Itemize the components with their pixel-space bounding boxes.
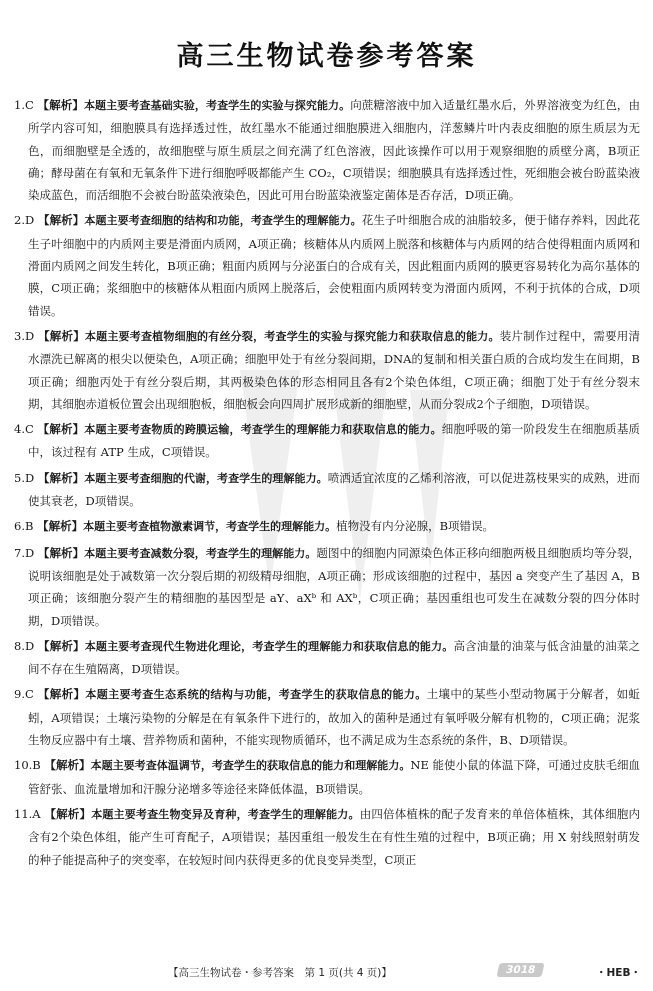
analysis-tag: 【解析】 — [37, 422, 85, 437]
answer-focus: 本题主要考查细胞的代谢，考查学生的理解能力。 — [84, 471, 328, 485]
answer-text: 喷洒适宜浓度的乙烯利溶液，可以促进荔枝果实的成熟，进而使其衰老，D项错误。 — [28, 470, 641, 509]
answer-number: 4.C — [14, 422, 34, 437]
answer-focus: 本题主要考查减数分裂，考查学生的理解能力。 — [84, 546, 317, 560]
answer-text: 由四倍体植株的配子发育来的单倍体植株，其体细胞内含有2个染色体组，能产生可育配子，A项错误；基因重组一般发生在有性生殖的过程中，B项正确；用 X 射线照射萌发的种子能提高种子的突变率，在较短时间内获得更多的优良变异类型，C项正 — [28, 806, 640, 867]
answer-text: 花生子叶细胞合成的油脂较多，便于储存养料，因此花生子叶细胞中的内质网主要是滑面内质网，A项正确；核糖体从内质网上脱落和核糖体与内质网的结合使得粗面内质网和滑面内质网之间发生转化，B项正确；粗面内质网与分泌蛋白的合成有关，因此粗面内质网的膜更容易转化为高尔基体的膜，C项正确；浆细胞中的核糖体从粗面内质网上脱落后，会使粗面内质网转变为滑面内质网，不利于抗体的合成，D项错误。 — [28, 213, 641, 318]
answer-item-11 — [14, 803, 640, 871]
answer-item-3 — [14, 325, 640, 415]
answer-focus: 本题主要考查植物激素调节，考查学生的理解能力。 — [83, 520, 337, 534]
answer-number: 1.C — [14, 98, 34, 112]
answer-text: 装片制作过程中，需要用清水漂洗已解离的根尖以便染色，A项正确；细胞甲处于有丝分裂间期，DNA的复制和相关蛋白质的合成均发生在间期，B项正确；细胞丙处于有丝分裂后期，其两极染色体的形态相同且各有2个染色体组，C项正确；细胞丁处于有丝分裂末期，其细胞赤道板位置会出现细胞板，细胞板会向四周扩展形成新的细胞壁，从而分裂成2个子细胞，D项错误。 — [28, 328, 641, 411]
answer-focus: 本题主要考查物质的跨膜运输，考查学生的理解能力和获取信息的能力。 — [84, 423, 442, 437]
answer-item-10 — [14, 754, 640, 800]
answer-focus: 本题主要考查生物变异及育种，考查学生的理解能力。 — [91, 807, 360, 821]
analysis-tag: 【解析】 — [37, 213, 85, 228]
answer-focus: 本题主要考查细胞的结构和功能，考查学生的理解能力。 — [84, 214, 362, 228]
analysis-tag: 【解析】 — [37, 545, 85, 560]
answer-number: 3.D — [14, 328, 35, 343]
answer-text: 植物没有内分泌腺，B项错误。 — [336, 519, 495, 534]
answer-text: 题图中的细胞内同源染色体正移向细胞两极且细胞质均等分裂，说明该细胞是处于减数第一次分裂后期的初级精母细胞，A项正确；形成该细胞的过程中，基因 a 突变产生了基因 A，B项正确；该细胞分裂产生的精细胞的基因型是 aY、aXᵇ 和 AXᵇ，C项正确；基因重组也可发生在减数分裂的四分体时期，D项错误。 — [28, 545, 641, 628]
answer-item-8 — [14, 635, 640, 681]
answer-list — [14, 94, 640, 874]
answer-item-4 — [14, 418, 640, 464]
answer-item-6 — [14, 515, 640, 538]
analysis-tag: 【解析】 — [44, 758, 91, 773]
analysis-tag: 【解析】 — [38, 638, 85, 653]
answer-number: 9.C — [14, 687, 34, 702]
answer-item-2 — [14, 209, 640, 321]
answer-text: 土壤中的某些小型动物属于分解者，如蚯蚓，A项错误；土壤污染物的分解是在有氧条件下进行的，故加入的菌种是通过有氧呼吸分解有机物的，C项正确；泥浆生物反应器中有土壤、营养物质和菌种，不能实现物质循环，也不满足成为生态系统的条件，B、D项错误。 — [28, 687, 641, 748]
answer-focus: 本题主要考查现代生物进化理论，考查学生的理解能力和获取信息的能力。 — [84, 639, 454, 653]
analysis-tag: 【解析】 — [37, 98, 84, 112]
analysis-tag: 【解析】 — [44, 806, 92, 821]
answer-number: 6.B — [14, 519, 34, 534]
answer-focus: 本题主要考查基础实验，考查学生的实验与探究能力。 — [83, 99, 351, 112]
footer-page-info: 【高三生物试卷・参考答案 第 1 页(共 4 页)】 — [168, 967, 392, 979]
answer-number: 8.D — [14, 638, 35, 653]
answer-text: 细胞呼吸的第一阶段发生在细胞质基质中，该过程有 ATP 生成，C项错误。 — [28, 422, 641, 460]
analysis-tag: 【解析】 — [37, 519, 84, 534]
answer-focus: 本题主要考查生态系统的结构与功能，考查学生的获取信息的能力。 — [85, 688, 427, 702]
answer-text: 向蔗糖溶液中加入适量红墨水后，外界溶液变为红色，由所学内容可知，细胞膜具有选择透过性，故红墨水不能通过细胞膜进入细胞内，洋葱鳞片叶内表皮细胞的原生质层为无色，而细胞壁是全透的，故细胞壁与原生质层之间充满了红色溶液，因此该操作可以用于观察细胞的质壁分离，B项正确；酵母菌在有氧和无氧条件下进行细胞呼吸都能产生 CO₂，C项错误；细胞膜具有选择透过性，死细胞会被台盼蓝染液染成蓝色，而活细胞不会被台盼蓝染液染色，因此可用台盼蓝染液鉴定菌体是否存活，D项正确。 — [28, 98, 641, 203]
analysis-tag: 【解析】 — [38, 328, 85, 343]
page-footer — [0, 962, 653, 982]
footer-region-code: ・HEB・ — [596, 967, 641, 979]
answer-item-5 — [14, 467, 640, 513]
footer-paper-code: 3018 — [497, 963, 545, 977]
answer-number: 11.A — [14, 806, 41, 821]
answer-number: 2.D — [14, 213, 35, 228]
answer-item-1 — [14, 94, 640, 206]
answer-number: 7.D — [14, 545, 35, 560]
page-title: 高三生物试卷参考答案 — [176, 41, 477, 72]
analysis-tag: 【解析】 — [37, 687, 86, 702]
answer-item-9 — [14, 683, 640, 751]
answer-focus: 本题主要考查植物细胞的有丝分裂，考查学生的实验与探究能力和获取信息的能力。 — [84, 329, 500, 343]
analysis-tag: 【解析】 — [37, 470, 85, 485]
answer-number: 10.B — [14, 758, 41, 773]
answer-text: NE 能使小鼠的体温下降，可通过皮肤毛细血管舒张、血流量增加和汗腺分泌增多等途径来降低体温，B项错误。 — [28, 758, 641, 796]
answer-number: 5.D — [14, 470, 35, 485]
answer-text: 高含油量的油菜与低含油量的油菜之间不存在生殖隔离，D项错误。 — [28, 638, 641, 677]
answer-item-7 — [14, 542, 640, 632]
answer-focus: 本题主要考查体温调节，考查学生的获取信息的能力和理解能力。 — [90, 759, 411, 773]
